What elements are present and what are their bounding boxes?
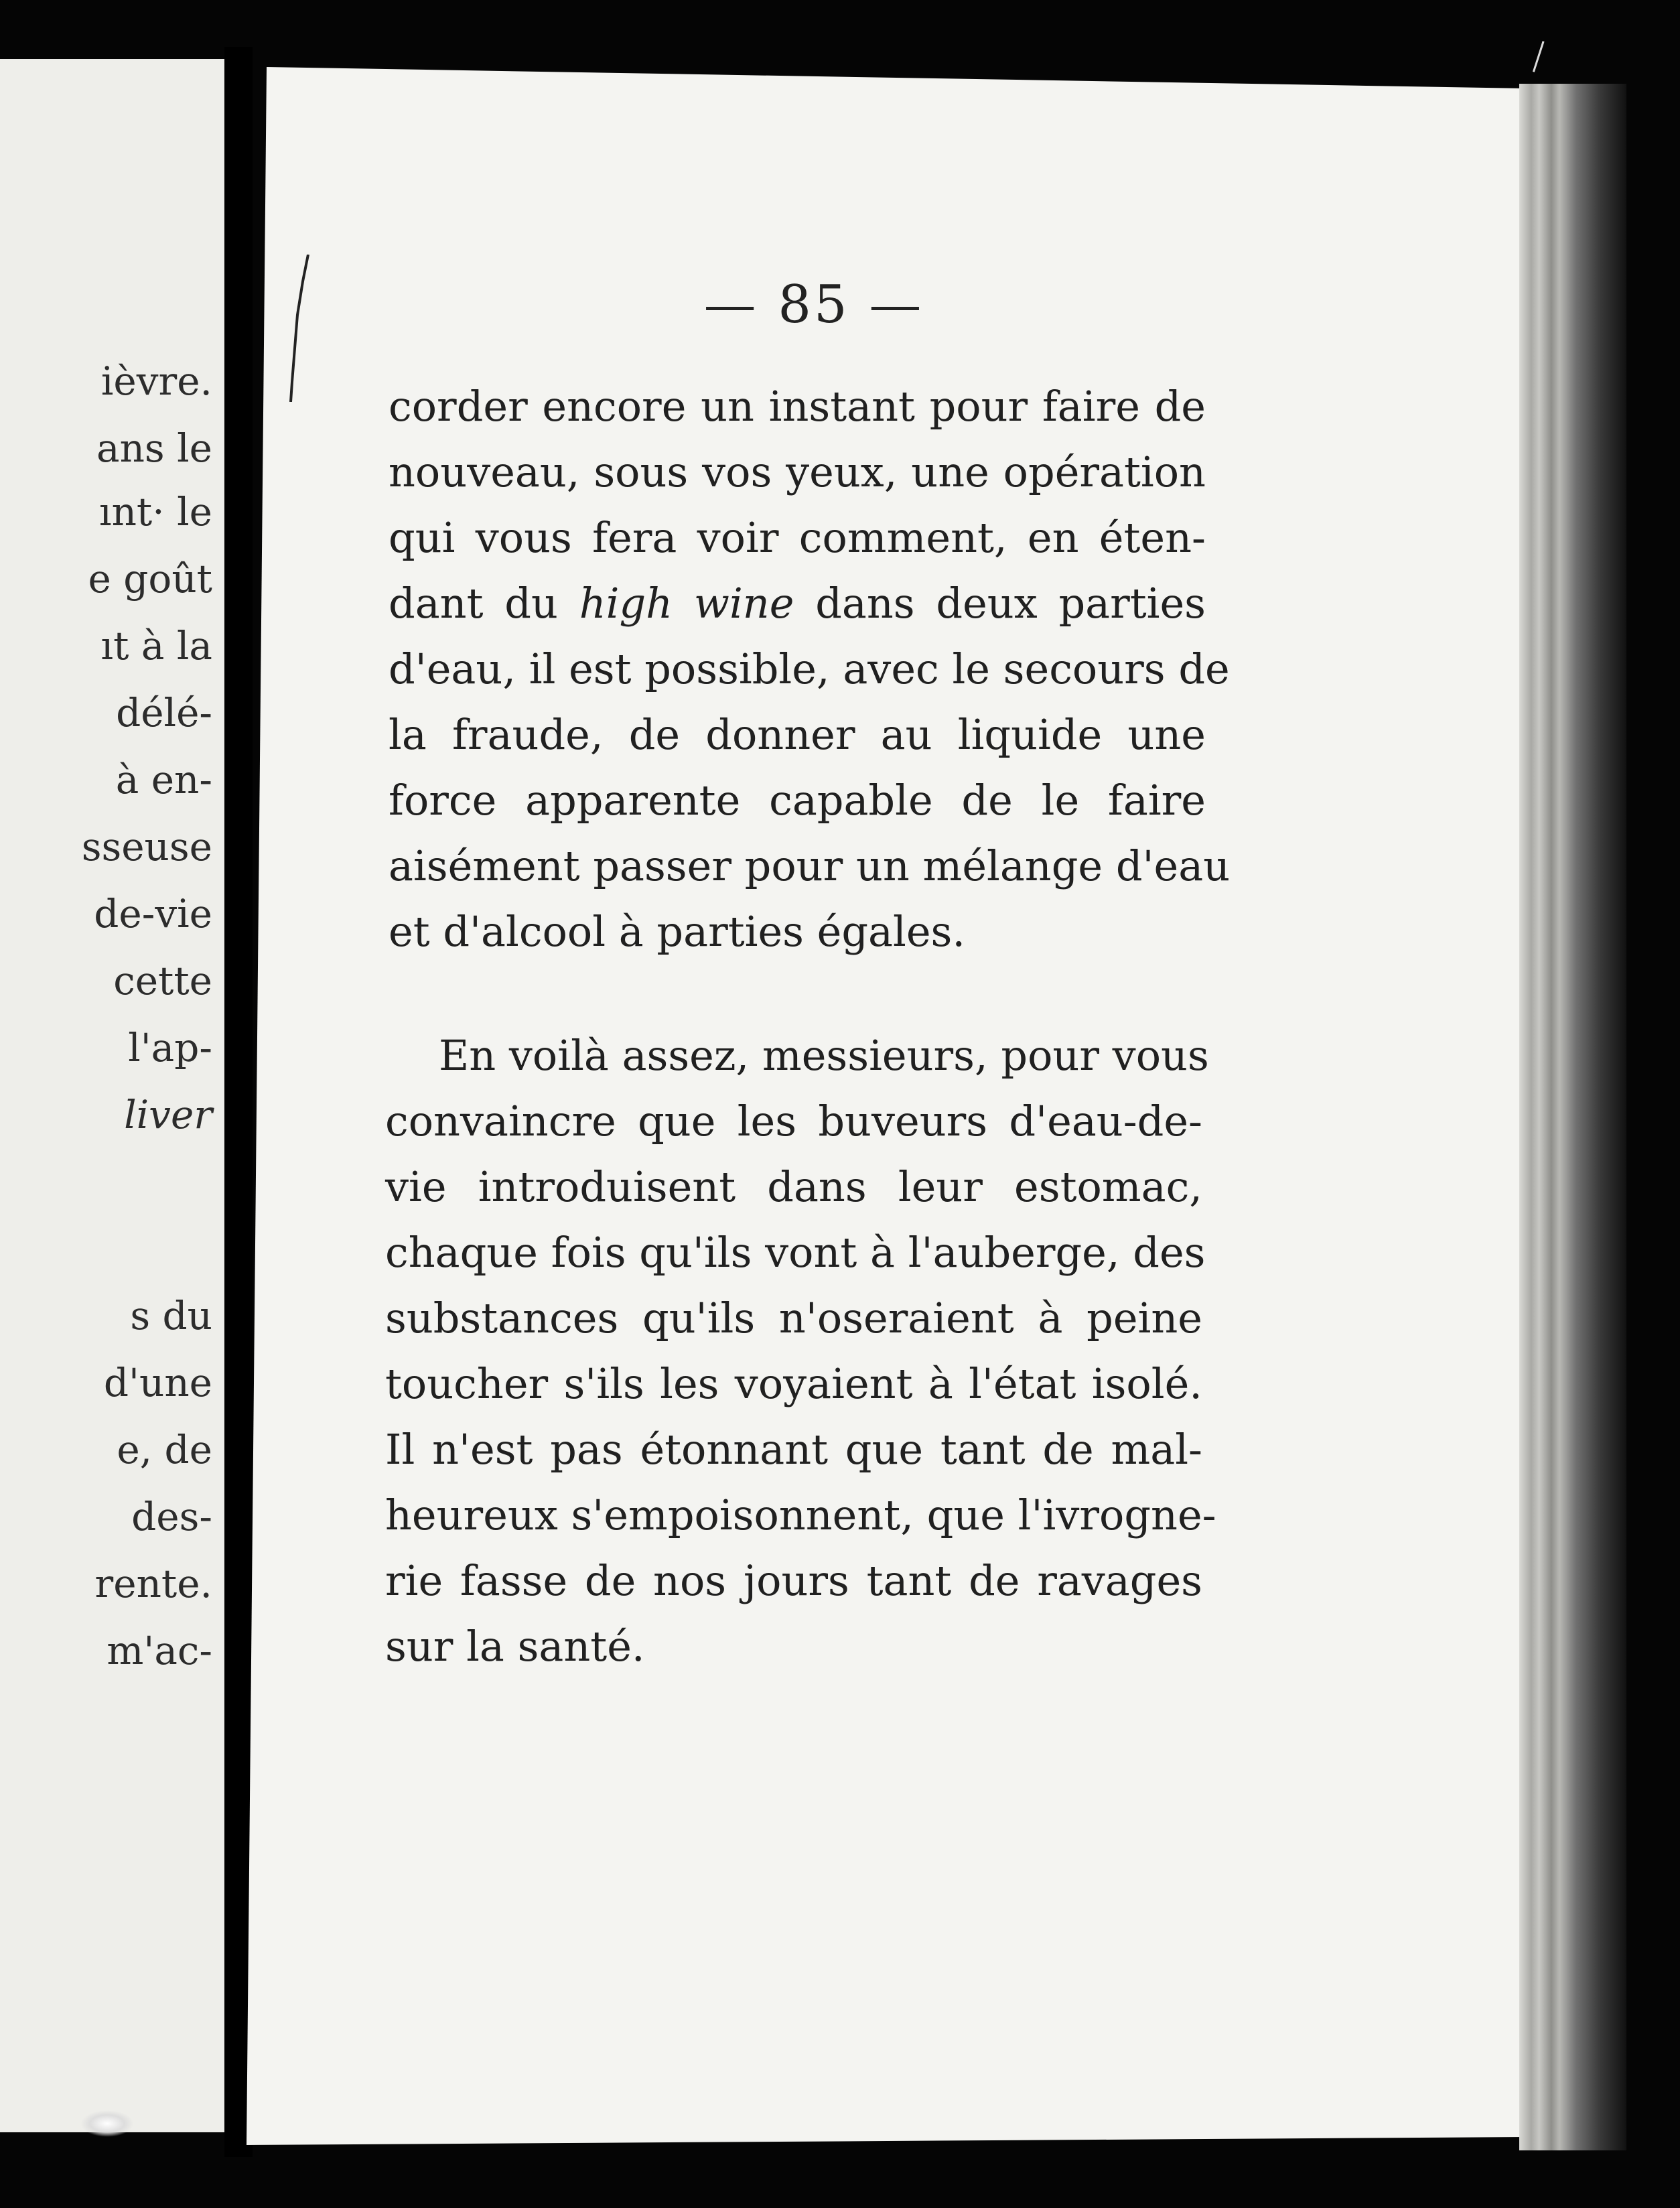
text-line: corder encore un instant pour faire de bbox=[389, 382, 1206, 431]
left-page-line: e goût bbox=[88, 556, 212, 602]
text-line: la fraude, de donner au liquide une bbox=[389, 710, 1206, 759]
text-line: nouveau, sous vos yeux, une opération bbox=[389, 447, 1206, 496]
page-number: — 85 — bbox=[703, 275, 924, 335]
text-line: chaque fois qu'ils vont à l'auberge, des bbox=[385, 1228, 1206, 1277]
text-line: heureux s'empoisonnent, que l'ivrogne- bbox=[385, 1491, 1216, 1539]
left-page bbox=[0, 59, 224, 2132]
left-page-line: cette bbox=[113, 958, 212, 1004]
text-segment: dant du bbox=[389, 579, 579, 628]
left-page-line: e, de bbox=[117, 1427, 212, 1472]
left-page-line: sseuse bbox=[81, 824, 212, 870]
text-line bbox=[389, 571, 1206, 636]
text-line: toucher s'ils les voyaient à l'état isolé. bbox=[385, 1359, 1202, 1408]
left-page-line: de-vie bbox=[94, 891, 212, 937]
paragraph-1 bbox=[389, 374, 1231, 965]
text-line: rie fasse de nos jours tant de ravages bbox=[385, 1556, 1202, 1605]
left-page-line: ans le bbox=[96, 425, 212, 471]
left-page-line: s du bbox=[130, 1293, 212, 1338]
italic-phrase: high wine bbox=[579, 579, 794, 628]
text-line: convaincre que les buveurs d'eau-de- bbox=[385, 1097, 1202, 1146]
left-page-line: des- bbox=[131, 1494, 212, 1539]
left-page-line: d'une bbox=[103, 1360, 212, 1405]
left-page-line: ièvre. bbox=[100, 358, 212, 404]
page-edges bbox=[1519, 84, 1626, 2150]
book-gutter bbox=[224, 47, 253, 2157]
left-page-line: liver bbox=[124, 1092, 212, 1137]
scan-mark bbox=[1533, 41, 1551, 74]
text-line: substances qu'ils n'oseraient à peine bbox=[385, 1294, 1202, 1342]
text-line: vie introduisent dans leur estomac, bbox=[385, 1162, 1202, 1211]
text-line: sur la santé. bbox=[385, 1622, 645, 1671]
text-line: qui vous fera voir comment, en éten- bbox=[389, 513, 1206, 562]
left-page-line: délé- bbox=[116, 690, 212, 736]
text-line: et d'alcool à parties égales. bbox=[389, 907, 966, 956]
paper-damage bbox=[80, 2110, 134, 2137]
left-page-line: à en- bbox=[115, 757, 212, 803]
left-page-line: ınt· le bbox=[99, 489, 212, 535]
left-page-line: m'ac- bbox=[107, 1628, 212, 1673]
left-page-line: l'ap- bbox=[128, 1025, 212, 1071]
text-line: d'eau, il est possible, avec le secours de bbox=[389, 644, 1230, 693]
text-line: En voilà assez, messieurs, pour vous bbox=[439, 1031, 1209, 1080]
text-segment: dans deux parties bbox=[794, 579, 1206, 628]
left-page-line: ıt à la bbox=[100, 623, 212, 669]
paragraph-2 bbox=[385, 1023, 1216, 1679]
paper-tear-mark bbox=[288, 255, 315, 402]
text-line: force apparente capable de le faire bbox=[389, 776, 1206, 825]
left-page-line: rente. bbox=[94, 1561, 212, 1606]
text-line: aisément passer pour un mélange d'eau bbox=[389, 841, 1231, 890]
text-line: Il n'est pas étonnant que tant de mal- bbox=[385, 1425, 1202, 1474]
